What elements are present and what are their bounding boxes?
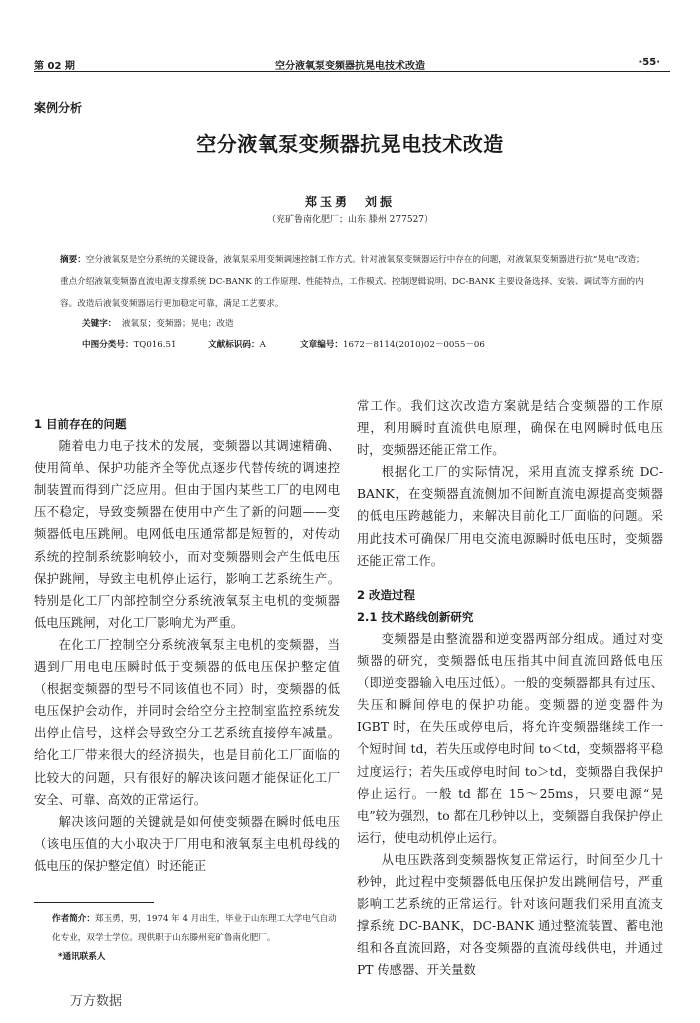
footnote-label: 作者简介： — [52, 914, 95, 924]
left-column — [34, 413, 340, 877]
clc-value: TQ016.51 — [133, 340, 177, 350]
watermark: 万方数据 — [70, 994, 123, 1009]
paragraph: 常工作。我们这次改造方案就是结合变频器的工作原理，利用瞬时直流供电原理，确保在电网瞬时低电压时，变频器还能正常工作。 — [357, 399, 663, 458]
footnote-rule — [34, 902, 154, 903]
paragraph: 变频器是由整流器和逆变器两部分组成。通过对变频器的研究，变频器低电压指其中间直流回路低电压（即逆变器输入电压过低）。一般的变频器都具有过压、失压和瞬间停电的保护功能。变频器的逆变器件为 IGBT 时，在失压或停电后，将允许变频器继续工作一个短时间 td，若失压或停电时间 to＜td，变频器将平稳过度运行；若失压或停电时间 to＞td，变频器自我保护停止运行。一般 td 都在 15～25ms，只要电源“晃电”较为强烈，to 都在几秒钟以上，变频器自我保护停止运行，使电动机停止运行。 — [357, 631, 663, 845]
paragraph: 随着电力电子技术的发展，变频器以其调速精确、使用简单、保护功能齐全等优点逐步代替传统的调速控制装置而得到广泛应用。但由于国内某些工厂的电网电压不稳定，导致变频器在使用中产生了新的问题——变频器低电压跳闸。电网低电压通常都是短暂的，对传动系统的控制系统影响较小，而对变频器则会产生低电压保护跳闸，导致主电机停止运行，影响工艺系统生产。特别是化工厂内部控制空分系统液氧泵主电机的变频器低电压跳闸，对化工厂影响尤为严重。 — [34, 439, 340, 630]
author-footnote — [52, 910, 342, 948]
clc-label: 中图分类号： — [82, 340, 134, 350]
article-number — [300, 338, 485, 350]
article-number-value: 1672－8114(2010)02－0055－06 — [342, 340, 485, 350]
authors: 郑玉勇 刘振 — [304, 195, 395, 209]
keywords-text: 液氧泵；变频器；晃电；改造 — [121, 319, 234, 329]
abstract-text: 空分液氧泵是空分系统的关键设备，液氧泵采用变频调速控制工作方式。针对液氧泵变频器运行中存在的问题，对液氧泵变频器进行抗“晃电”改造；重点介绍液氧变频器直流电源支撑系统 DC-BANK 的工作原理、性能特点，工作模式、控制逻辑说明、DC-BANK 主要设备选择、安装、调试等方面的内容。改造后液氧变频器运行更加稳定可靠，满足工艺要求。 — [60, 255, 645, 309]
paragraph: 在化工厂控制空分系统液氧泵主电机的变频器，当遇到厂用电电压瞬时低于变频器的低电压保护整定值（根据变频器的型号不同该值也不同）时，变频器的低电压保护会动作，并同时会给空分主控制室监控系统发出停止信号，这样会导致空分工艺系统直接停车减量。给化工厂带来很大的经济损失，也是目前化工厂面临的比较大的问题，只有很好的解决该问题才能保证化工厂安全、可靠、高效的正常运行。 — [34, 637, 340, 807]
abstract — [60, 249, 645, 315]
right-column — [357, 395, 663, 981]
doc-code — [208, 338, 266, 350]
contact-note: *通讯联系人 — [58, 952, 106, 962]
keywords-label: 关键字： — [82, 319, 117, 329]
doc-code-label: 文献标识码： — [208, 340, 260, 350]
paragraph: 从电压跌落到变频器恢复正常运行，时间至少几十秒钟，此过程中变频器低电压保护发出跳闸信号，严重影响工艺系统的正常运行。针对该问题我们采用直流支撑系统 DC-BANK，DC-BANK 通过整流装置、蓄电池组和各直流回路，对各变频器的直流母线供电，并通过 PT 传感器、开关量数 — [357, 852, 663, 978]
footnote-text: 郑玉勇，男，1974 年 4 月出生，毕业于山东理工大学电气自动化专业，双学士学位。现供职于山东滕州兖矿鲁南化肥厂。 — [52, 914, 337, 943]
abstract-label: 摘要： — [60, 255, 86, 265]
paragraph: 解决该问题的关键就是如何使变频器在瞬时低电压（该电压值的大小取决于厂用电和液氧泵主电机母线的低电压的保护整定值）时还能正 — [34, 814, 340, 873]
section-tag: 案例分析 — [34, 101, 83, 115]
heading-section-2: 2 改造过程 — [357, 587, 416, 602]
keywords — [82, 317, 234, 329]
article-title: 空分液氧泵变频器抗晃电技术改造 — [196, 132, 504, 156]
article-number-label: 文章编号： — [300, 340, 343, 350]
doc-code-value: A — [259, 340, 266, 350]
affiliation: （兖矿鲁南化肥厂；山东 滕州 277527） — [266, 215, 434, 225]
heading-section-1: 1 目前存在的问题 — [34, 417, 127, 431]
clc-number — [82, 338, 176, 350]
header-rule — [34, 71, 670, 72]
paragraph: 根据化工厂的实际情况，采用直流支撑系统 DC-BANK，在变频器直流侧加不间断直流电源提高变频器的低电压跨越能力，来解决目前化工厂面临的问题。采用此技术可确保厂用电交流电源瞬时低电压时，变频器还能正常工作。 — [357, 465, 663, 568]
header-running-title: 空分液氧泵变频器抗晃电技术改造 — [275, 61, 425, 72]
header-issue: 第 02 期 — [34, 61, 75, 72]
header-page-number: ·55· — [638, 57, 660, 68]
heading-section-2-1: 2.1 技术路线创新研究 — [357, 609, 474, 624]
